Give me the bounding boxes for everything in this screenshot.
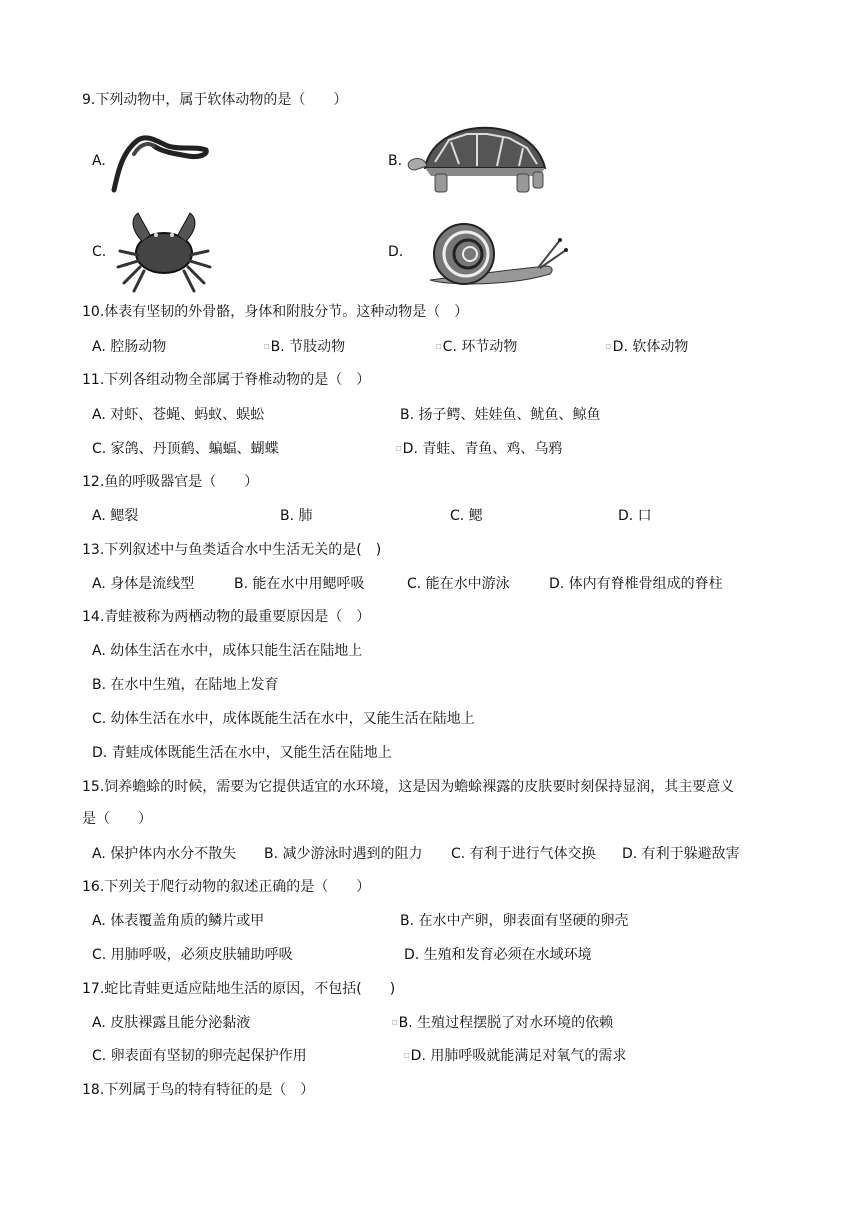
q10-option-d[interactable]: □D. 软体动物	[606, 339, 689, 355]
q12-option-b[interactable]: B. 肺	[280, 508, 313, 524]
q10-option-a[interactable]: A. 腔肠动物	[92, 339, 167, 355]
q16-option-b[interactable]: B. 在水中产卵，卵表面有坚硬的卵壳	[400, 913, 629, 929]
bullet-icon: □	[392, 1019, 398, 1026]
q12-option-a[interactable]: A. 鳃裂	[92, 508, 139, 524]
q15-option-d[interactable]: D. 有利于躲避敌害	[622, 846, 740, 862]
question-12-stem: 12.鱼的呼吸器官是（ ）	[82, 474, 259, 490]
q16-option-c[interactable]: C. 用肺呼吸，必须皮肤辅助呼吸	[92, 947, 293, 963]
bullet-icon: □	[396, 445, 402, 452]
q11-option-b[interactable]: B. 扬子鳄、娃娃鱼、鱿鱼、鲸鱼	[400, 407, 601, 423]
question-16-stem: 16.下列关于爬行动物的叙述正确的是（ ）	[82, 879, 371, 895]
q10-option-b[interactable]: □B. 节肢动物	[264, 339, 346, 355]
q12-option-d[interactable]: D. 口	[618, 508, 652, 524]
question-11-stem: 11.下列各组动物全部属于脊椎动物的是（ ）	[82, 372, 371, 388]
q15-option-a[interactable]: A. 保护体内水分不散失	[92, 846, 237, 862]
q17-option-c[interactable]: C. 卵表面有坚韧的卵壳起保护作用	[92, 1048, 307, 1064]
bullet-icon: □	[264, 343, 270, 350]
q16-option-d[interactable]: D. 生殖和发育必须在水域环境	[404, 947, 592, 963]
q13-option-c[interactable]: C. 能在水中游泳	[407, 576, 510, 592]
question-18-stem: 18.下列属于鸟的特有特征的是（ ）	[82, 1082, 315, 1098]
question-15-stem-line2: 是（ ）	[82, 811, 152, 827]
q16-option-a[interactable]: A. 体表覆盖角质的鳞片或甲	[92, 913, 265, 929]
snail-image	[410, 220, 570, 294]
question-14-stem: 14.青蛙被称为两栖动物的最重要原因是（ ）	[82, 609, 371, 625]
q15-option-b[interactable]: B. 减少游泳时遇到的阻力	[264, 846, 423, 862]
q14-option-a[interactable]: A. 幼体生活在水中，成体只能生活在陆地上	[92, 643, 363, 659]
bullet-icon: □	[436, 343, 442, 350]
q9-option-c-label[interactable]: C.	[92, 244, 107, 260]
bullet-icon: □	[606, 343, 612, 350]
q11-option-d[interactable]: □D. 青蛙、青鱼、鸡、乌鸦	[396, 441, 563, 457]
q13-option-b[interactable]: B. 能在水中用鳃呼吸	[234, 576, 365, 592]
q13-option-a[interactable]: A. 身体是流线型	[92, 576, 195, 592]
question-13-stem: 13.下列叙述中与鱼类适合水中生活无关的是( )	[82, 542, 382, 558]
q14-option-c[interactable]: C. 幼体生活在水中，成体既能生活在水中，又能生活在陆地上	[92, 711, 475, 727]
q11-option-a[interactable]: A. 对虾、苍蝇、蚂蚁、蜈蚣	[92, 407, 265, 423]
q14-option-d[interactable]: D. 青蛙成体既能生活在水中，又能生活在陆地上	[92, 745, 392, 761]
q17-option-b[interactable]: □B. 生殖过程摆脱了对水环境的依赖	[392, 1015, 614, 1031]
q9-option-d-label[interactable]: D.	[388, 244, 404, 260]
question-17-stem: 17.蛇比青蛙更适应陆地生活的原因，不包括( )	[82, 981, 396, 997]
question-15-stem-line1: 15.饲养蟾蜍的时候，需要为它提供适宜的水环境，这是因为蟾蜍裸露的皮肤要时刻保持显润，其主要意义	[82, 779, 735, 795]
q10-option-c[interactable]: □C. 环节动物	[436, 339, 518, 355]
bullet-icon: □	[404, 1052, 410, 1059]
q17-option-d[interactable]: □D. 用肺呼吸就能满足对氧气的需求	[404, 1048, 627, 1064]
q9-option-b-label[interactable]: B.	[388, 153, 403, 169]
q14-option-b[interactable]: B. 在水中生殖，在陆地上发育	[92, 677, 279, 693]
q12-option-c[interactable]: C. 鳃	[450, 508, 483, 524]
tortoise-image	[405, 122, 551, 196]
earthworm-image	[108, 132, 212, 194]
q17-option-a[interactable]: A. 皮肤裸露且能分泌黏液	[92, 1015, 251, 1031]
question-9-stem: 9.下列动物中，属于软体动物的是（ ）	[82, 92, 348, 108]
q11-option-c[interactable]: C. 家鸽、丹顶鹤、蝙蝠、蝴蝶	[92, 441, 279, 457]
question-10-stem: 10.体表有坚韧的外骨骼，身体和附肢分节。这种动物是（ ）	[82, 304, 469, 320]
q15-option-c[interactable]: C. 有利于进行气体交换	[451, 846, 596, 862]
crab-image	[112, 205, 216, 295]
q13-option-d[interactable]: D. 体内有脊椎骨组成的脊柱	[549, 576, 723, 592]
q9-option-a-label[interactable]: A.	[92, 153, 106, 169]
